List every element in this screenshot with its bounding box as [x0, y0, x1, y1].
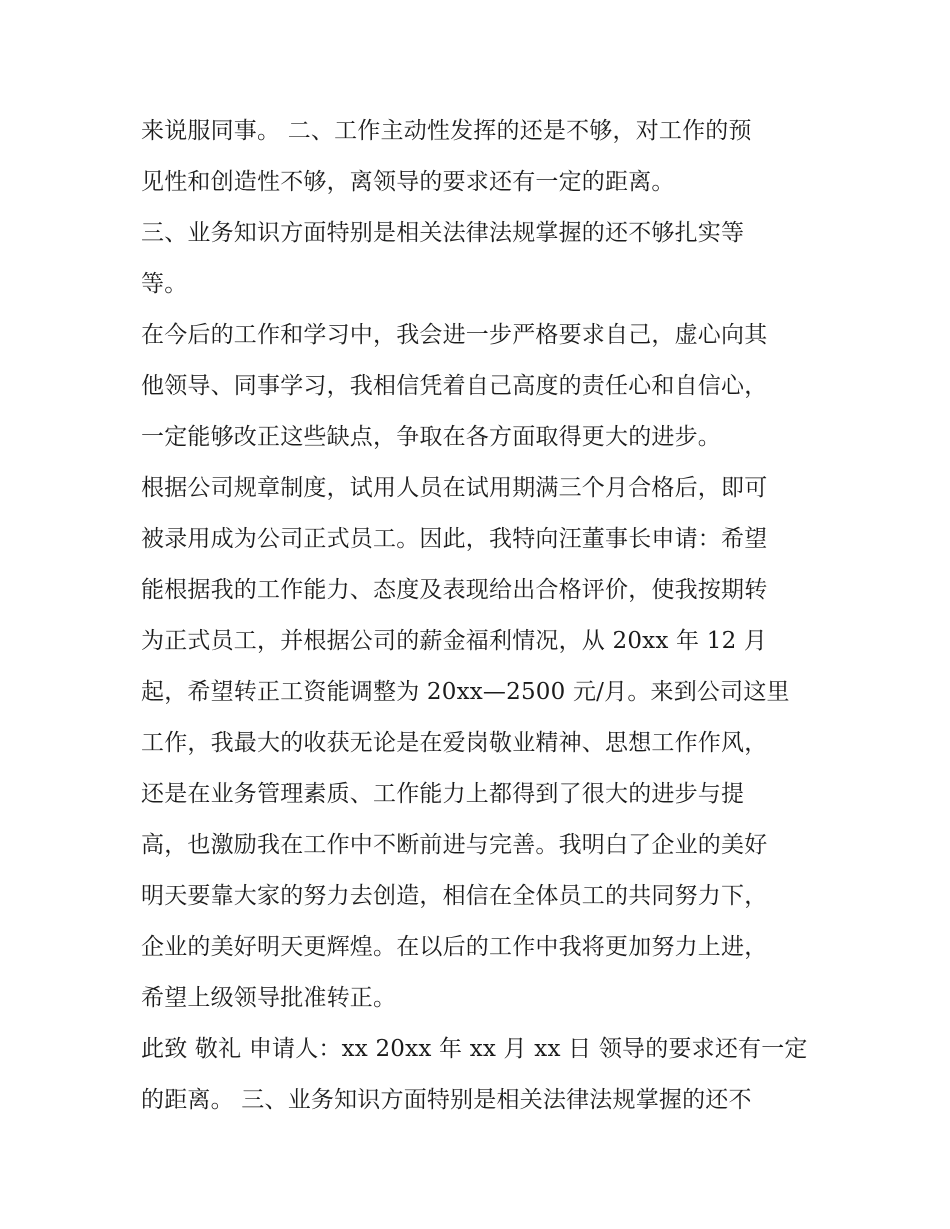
text-line: 企业的美好明天更辉煌。在以后的工作中我将更加努力上进， — [141, 934, 768, 960]
text-line: 起，希望转正工资能调整为 20xx—2500 元/月。来到公司这里 — [141, 679, 790, 705]
text-line: 被录用成为公司正式员工。因此，我特向汪董事长申请：希望 — [141, 526, 768, 552]
text-line: 一定能够改正这些缺点，争取在各方面取得更大的进步。 — [141, 424, 721, 450]
document-body — [141, 106, 821, 1126]
text-line: 根据公司规章制度，试用人员在试用期满三个月合格后，即可 — [141, 475, 768, 501]
text-line: 高，也激励我在工作中不断前进与完善。我明白了企业的美好 — [141, 832, 768, 858]
text-line: 希望上级领导批准转正。 — [141, 985, 397, 1011]
text-line: 他领导、同事学习，我相信凭着自己高度的责任心和自信心， — [141, 373, 768, 399]
text-line: 等。 — [141, 271, 188, 297]
text-line: 的距离。 三、业务知识方面特别是相关法律法规掌握的还不 — [141, 1087, 752, 1113]
text-line: 在今后的工作和学习中，我会进一步严格要求自己，虚心向其 — [141, 322, 768, 348]
text-line: 此致 敬礼 申请人：xx 20xx 年 xx 月 xx 日 领导的要求还有一定 — [141, 1036, 808, 1062]
text-line: 明天要靠大家的努力去创造，相信在全体员工的共同努力下， — [141, 883, 768, 909]
text-line: 工作，我最大的收获无论是在爱岗敬业精神、思想工作作风， — [141, 730, 768, 756]
text-line: 三、业务知识方面特别是相关法律法规掌握的还不够扎实等 — [141, 220, 745, 246]
text-line: 来说服同事。 二、工作主动性发挥的还是不够，对工作的预 — [141, 118, 752, 144]
text-line: 为正式员工，并根据公司的薪金福利情况，从 20xx 年 12 月 — [141, 628, 768, 654]
text-line: 见性和创造性不够，离领导的要求还有一定的距离。 — [141, 169, 675, 195]
text-line: 还是在业务管理素质、工作能力上都得到了很大的进步与提 — [141, 781, 745, 807]
text-line: 能根据我的工作能力、态度及表现给出合格评价，使我按期转 — [141, 577, 768, 603]
